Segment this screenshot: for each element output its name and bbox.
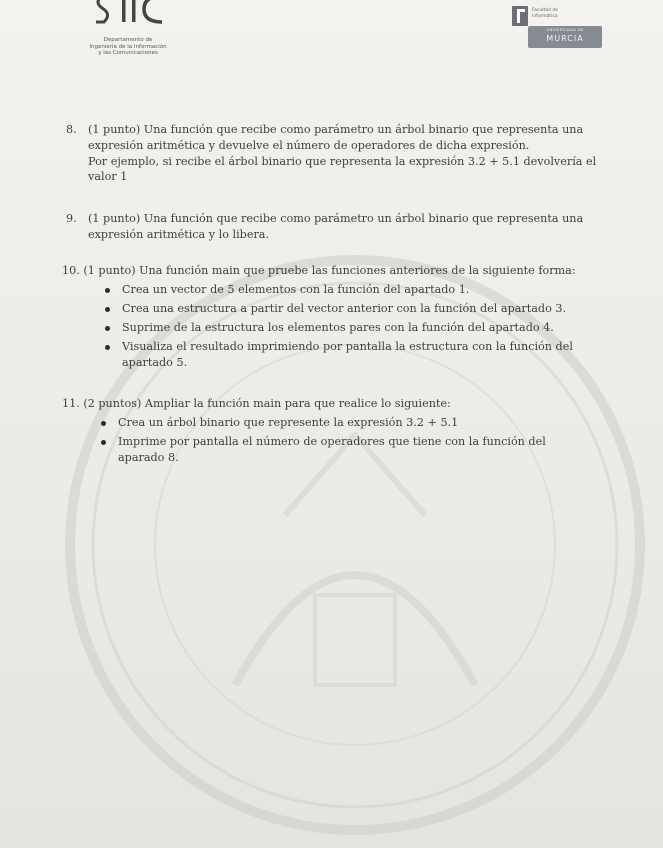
text-line: apartado 5. — [122, 355, 188, 369]
text-line: Suprime de la estructura los elementos pares con la función del apartado 4. — [122, 321, 554, 334]
bullet-item — [122, 301, 566, 317]
question-number: 10. — [62, 264, 80, 277]
text-line: (1 punto) Una función que recibe como parámetro un árbol binario que representa una — [88, 123, 584, 136]
question-9 — [66, 211, 77, 227]
bullet-item — [118, 434, 623, 466]
bullet-item — [122, 339, 614, 371]
bullet-item — [122, 320, 554, 336]
faculty-line: Facultad de — [532, 8, 558, 13]
text-line: expresión aritmética y lo libera. — [88, 227, 270, 241]
bullet-item — [122, 282, 469, 298]
question-number: 11. — [62, 397, 80, 410]
text-line: Imprime por pantalla el número de operadores que tiene con la función del — [118, 435, 546, 448]
text-line: aparado 8. — [118, 450, 179, 464]
department-line: y las Comunicaciones — [98, 50, 158, 56]
university-label: UNIVERSIDAD DE — [546, 27, 584, 32]
text-line — [62, 396, 622, 412]
text-line — [62, 263, 622, 279]
question-number: 8. — [66, 123, 77, 136]
faculty-line: Informática — [532, 14, 558, 19]
question-prompt: (1 punto) Una función main que pruebe las funciones anteriores de la siguiente forma: — [83, 264, 576, 277]
question-8-text — [88, 122, 614, 185]
text-line: Crea un árbol binario que represente la expresión 3.2 + 5.1 — [118, 416, 459, 429]
question-11 — [62, 396, 622, 412]
text-line: valor 1 — [88, 170, 128, 184]
text-line: Crea un vector de 5 elementos con la función del apartado 1. — [122, 283, 470, 296]
text-line: Crea una estructura a partir del vector anterior con la función del apartado 3. — [122, 302, 567, 315]
text-line: expresión aritmética y devuelve el número de operadores de dicha expresión. — [88, 138, 530, 152]
text-line: Por ejemplo, si recibe el árbol binario que representa la expresión 3.2 + 5.1 devolvería el — [88, 154, 597, 168]
department-line: Ingeniería de la Información — [89, 43, 167, 50]
question-prompt: (2 puntos) Ampliar la función main para que realice lo siguiente: — [83, 397, 451, 410]
text-line: (1 punto) Una función que recibe como parámetro un árbol binario que representa una — [88, 212, 584, 225]
university-city: MURCIA — [546, 34, 584, 43]
department-line: Departamento de — [103, 37, 153, 43]
text-line: Visualiza el resultado imprimiendo por pantalla la estructura con la función del — [122, 340, 573, 353]
question-8 — [66, 122, 77, 138]
question-10 — [62, 263, 622, 279]
question-number: 9. — [66, 212, 77, 225]
bullet-item — [118, 415, 458, 431]
question-9-text — [88, 211, 614, 243]
